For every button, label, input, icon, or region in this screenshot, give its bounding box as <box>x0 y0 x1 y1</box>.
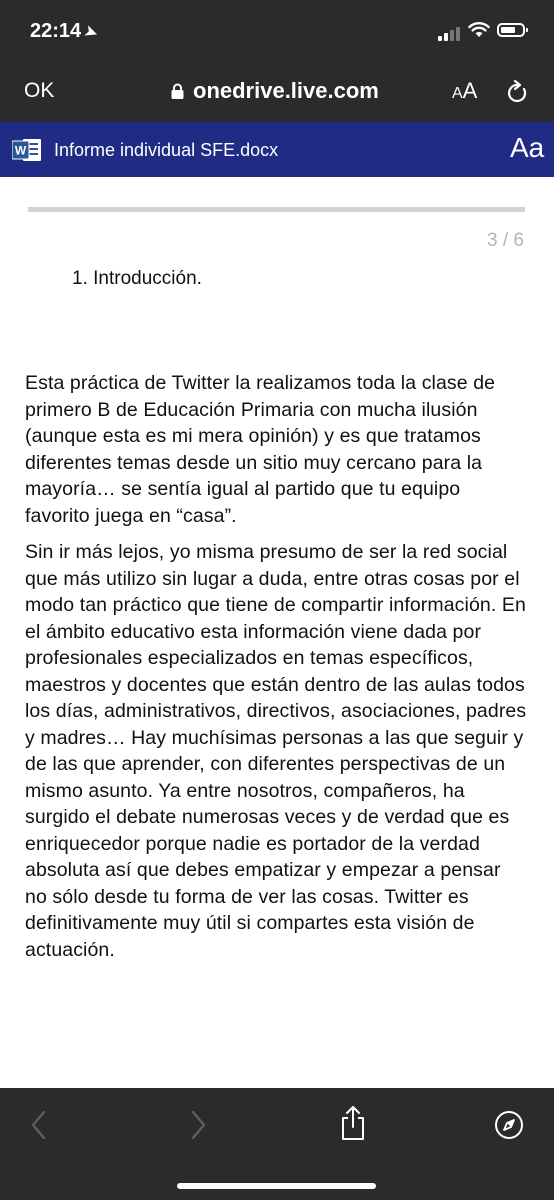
clock-text: 22:14 <box>30 20 82 42</box>
location-arrow-icon: ➤ <box>82 22 101 43</box>
compass-icon[interactable] <box>494 1110 524 1140</box>
document-title: Informe individual SFE.docx <box>54 140 279 160</box>
text-size-large-a: A <box>462 78 478 103</box>
status-bar <box>0 0 554 66</box>
text-settings-button[interactable]: Aa <box>510 132 545 163</box>
document-header <box>0 122 554 177</box>
chevron-left-icon[interactable] <box>29 1109 49 1141</box>
chevron-right-icon[interactable] <box>188 1109 208 1141</box>
paragraph: Sin ir más lejos, yo misma presumo de ser la red social que más utilizo sin lugar a duda, entre otras cosas por el modo tan práctico que tiene de compartir información. En el ámbito educativo esta información viene dada por profesionales especializados en temas específicos, maestros y docentes que están dentro de las aulas todos los días, administrativos, directivos, asociaciones, padres y madres… Hay muchísimas personas a las que seguir y de las que aprender, con diferentes perspectivas de un mismo asunto. Ya entre nosotros, compañeros, ha surgido el debate numerosas veces y de verdad que es enriquecedor porque nadie es portador de la verdad absoluta así que debes empatizar y empezar a pensar no sólo desde tu forma de ver las cosas. Twitter es definitivamente muy útil si compartes esta visión de actuación. <box>25 541 527 961</box>
text-size-small-a: A <box>452 85 463 102</box>
address-bar[interactable] <box>171 78 379 104</box>
section-heading: 1. Introducción. <box>72 268 202 289</box>
url-text: onedrive.live.com <box>193 78 379 103</box>
reload-icon[interactable] <box>506 80 528 104</box>
browser-url-bar <box>0 66 554 122</box>
status-time <box>30 20 101 43</box>
share-icon[interactable] <box>339 1105 367 1141</box>
page-counter: 3 / 6 <box>487 230 524 251</box>
paragraph: Esta práctica de Twitter la realizamos toda la clase de primero B de Educación Primaria con mucha ilusión (aunque esta es mi mera opinión) y es que tratamos diferentes temas desde un sitio muy cercano para la mayoría… se sentía igual al partido que tu equipo favorito juega en “casa”. <box>25 372 496 527</box>
wifi-icon <box>468 21 490 38</box>
cellular-signal-icon <box>438 26 464 41</box>
reading-progress-bar <box>28 207 525 212</box>
lock-icon <box>171 83 184 99</box>
word-icon <box>12 137 42 163</box>
document-body <box>25 370 527 973</box>
home-indicator[interactable] <box>177 1183 376 1189</box>
done-button[interactable]: OK <box>24 79 55 102</box>
text-size-button[interactable] <box>452 78 477 104</box>
svg-text:W: W <box>14 143 27 158</box>
battery-icon <box>497 23 525 37</box>
